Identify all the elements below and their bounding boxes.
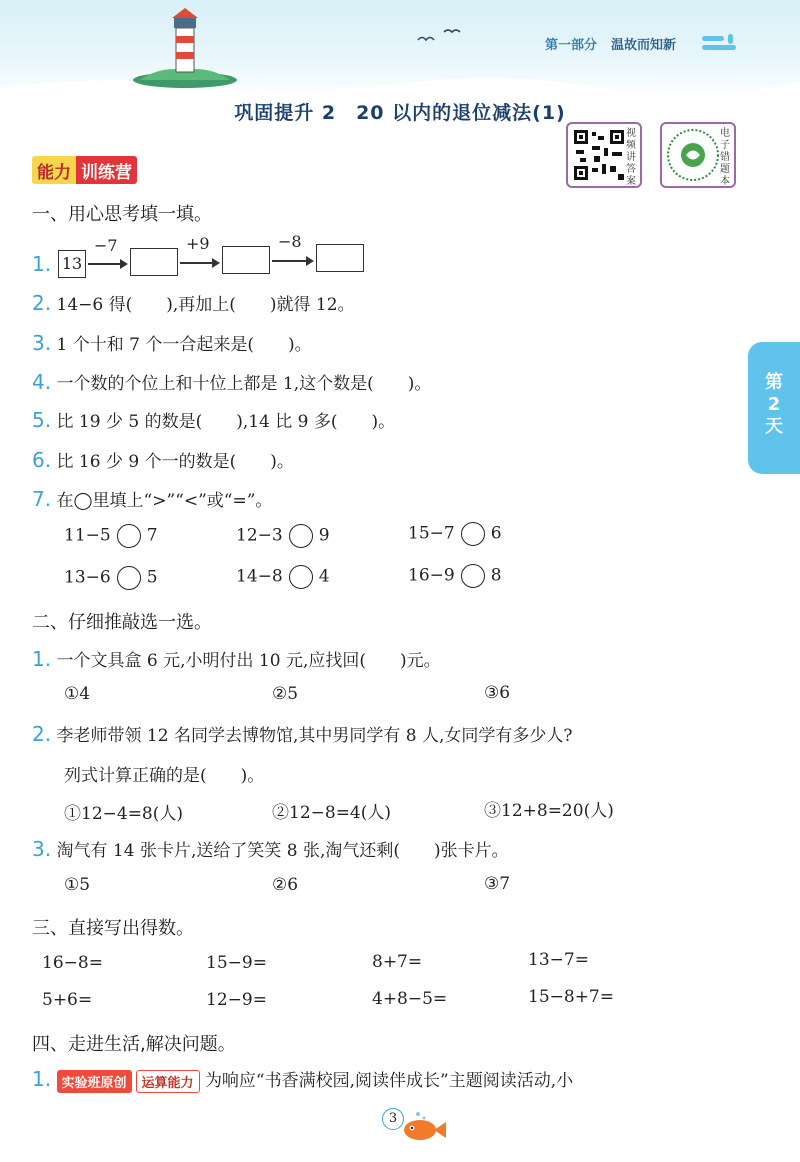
compare-circle[interactable] bbox=[461, 522, 485, 546]
section1-title: 一、用心思考填一填。 bbox=[32, 204, 212, 225]
s2-q3: 3. 淘气有 14 张卡片,送给了笑笑 8 张,淘气还剩( )张卡片。 bbox=[32, 837, 509, 861]
s2-q2-line2: 列式计算正确的是( )。 bbox=[64, 766, 265, 786]
video-answer-qr[interactable] bbox=[566, 122, 642, 188]
mini-program-code-icon bbox=[666, 128, 720, 182]
qr-caption-video: 视频讲答案 bbox=[626, 128, 636, 187]
calc-item: 4+8−5= bbox=[372, 989, 448, 1009]
s4-q1: 1. 实验班原创 运算能力 为响应“书香满校园,阅读伴成长”主题阅读活动,小 bbox=[32, 1067, 574, 1091]
compare-item: 13−6 5 bbox=[64, 566, 158, 590]
choice-option[interactable]: ②12−8=4(人) bbox=[272, 803, 392, 823]
chain-arrow-1 bbox=[88, 263, 126, 265]
calc-item: 16−8= bbox=[42, 953, 103, 973]
header-review-label: 温故而知新 bbox=[611, 38, 677, 53]
wave-decoration bbox=[0, 70, 800, 100]
compare-circle[interactable] bbox=[289, 524, 313, 548]
s1-q5: 5. 比 19 少 5 的数是( ),14 比 9 多( )。 bbox=[32, 408, 396, 432]
calc-item: 13−7= bbox=[528, 950, 589, 970]
original-tag: 实验班原创 bbox=[57, 1070, 132, 1093]
s1-q2: 2. 14−6 得( ),再加上( )就得 12。 bbox=[32, 291, 355, 315]
s1-q7: 7. 在◯里填上“>”“<”或“=”。 bbox=[32, 487, 273, 511]
section4-title: 四、走进生活,解决问题。 bbox=[32, 1034, 236, 1055]
chain-op-1: −7 bbox=[94, 236, 118, 255]
choice-option[interactable]: ③6 bbox=[484, 683, 511, 703]
training-camp-label: 训练营 bbox=[76, 156, 137, 184]
chain-answer-box-1[interactable] bbox=[130, 248, 178, 276]
fish-decoration-icon bbox=[398, 1110, 448, 1144]
chain-answer-box-2[interactable] bbox=[222, 246, 270, 274]
compare-item: 16−9 8 bbox=[408, 564, 502, 588]
lesson-title: 巩固提升 2 20 以内的退位减法(1) bbox=[234, 102, 566, 124]
compare-item: 14−8 4 bbox=[236, 565, 330, 589]
error-book-qr[interactable] bbox=[660, 122, 736, 188]
qr-caption-errors: 电子错题本 bbox=[720, 128, 730, 187]
header-part-label: 第一部分 bbox=[545, 38, 598, 53]
s1-q4: 4. 一个数的个位上和十位上都是 1,这个数是( )。 bbox=[32, 370, 432, 394]
header-tags bbox=[545, 34, 676, 53]
chain-arrow-2 bbox=[180, 262, 218, 264]
calc-item: 8+7= bbox=[372, 952, 423, 972]
lighthouse-illustration bbox=[130, 8, 240, 88]
chain-op-2: +9 bbox=[186, 234, 210, 253]
section3-title: 三、直接写出得数。 bbox=[32, 918, 194, 939]
section2-title: 二、仔细推敲选一选。 bbox=[32, 612, 212, 633]
day-tab-line2: 2 bbox=[767, 394, 781, 415]
choice-option[interactable]: ②5 bbox=[272, 684, 299, 704]
s1-q3: 3. 1 个十和 7 个一合起来是( )。 bbox=[32, 331, 312, 355]
ability-label: 能力 bbox=[32, 156, 76, 184]
chain-op-3: −8 bbox=[278, 232, 302, 251]
choice-option[interactable]: ③7 bbox=[484, 874, 511, 894]
chain-start-box: 13 bbox=[58, 250, 86, 278]
choice-option[interactable]: ①4 bbox=[64, 684, 91, 704]
page-number: 3 bbox=[382, 1108, 404, 1130]
compare-circle[interactable] bbox=[117, 566, 141, 590]
compare-item: 12−3 9 bbox=[236, 524, 330, 548]
day-tab-line1: 第 bbox=[765, 372, 783, 393]
calc-item: 5+6= bbox=[42, 990, 93, 1010]
day-tab-line3: 天 bbox=[765, 416, 783, 437]
chain-answer-box-3[interactable] bbox=[316, 244, 364, 272]
compare-circle[interactable] bbox=[461, 564, 485, 588]
choice-option[interactable]: ①5 bbox=[64, 875, 91, 895]
skill-tag: 运算能力 bbox=[136, 1070, 200, 1093]
s2-q1: 1. 一个文具盒 6 元,小明付出 10 元,应找回( )元。 bbox=[32, 647, 441, 671]
qr-code-icon bbox=[572, 128, 626, 182]
compare-circle[interactable] bbox=[289, 565, 313, 589]
s1-q6: 6. 比 16 少 9 个一的数是( )。 bbox=[32, 448, 294, 472]
compare-circle[interactable] bbox=[117, 524, 141, 548]
calc-item: 15−9= bbox=[206, 953, 267, 973]
ability-camp-badge bbox=[32, 156, 137, 184]
calc-item: 12−9= bbox=[206, 990, 267, 1010]
day-side-tab bbox=[748, 342, 800, 474]
choice-option[interactable]: ②6 bbox=[272, 875, 299, 895]
choice-option[interactable]: ①12−4=8(人) bbox=[64, 804, 184, 824]
compare-item: 15−7 6 bbox=[408, 522, 502, 546]
s1-q1-num: 1. bbox=[32, 252, 52, 276]
header-decoration-icon bbox=[700, 32, 746, 54]
choice-option[interactable]: ③12+8=20(人) bbox=[484, 801, 614, 821]
chain-arrow-3 bbox=[272, 260, 312, 262]
s2-q2: 2. 李老师带领 12 名同学去博物馆,其中男同学有 8 人,女同学有多少人? bbox=[32, 722, 573, 746]
calc-item: 15−8+7= bbox=[528, 987, 614, 1007]
compare-item: 11−5 7 bbox=[64, 524, 158, 548]
birds-icon bbox=[414, 26, 464, 46]
